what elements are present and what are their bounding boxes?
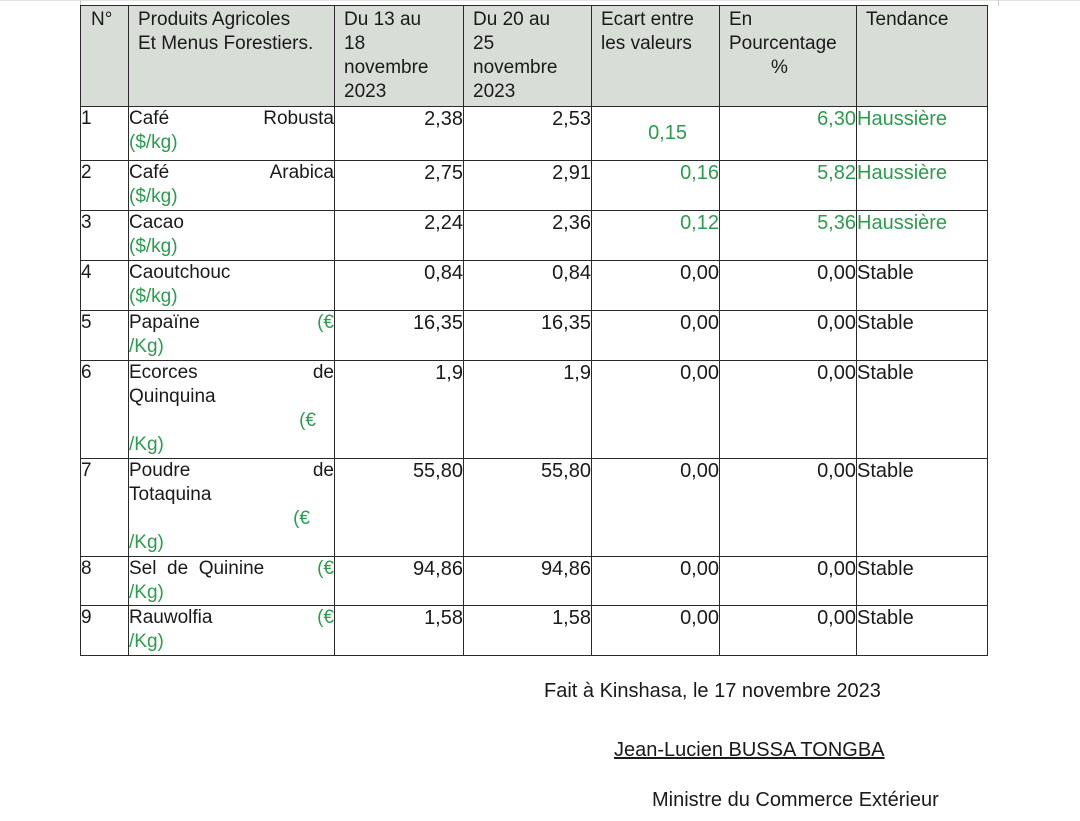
price-week-2: 16,35 xyxy=(464,311,592,361)
price-week-2: 1,58 xyxy=(464,606,592,656)
percentage-value: 6,30 xyxy=(720,107,857,161)
price-week-1: 1,9 xyxy=(335,361,464,459)
table-row xyxy=(81,211,988,261)
unit-label: /Kg) xyxy=(129,434,164,455)
crop-mark-right xyxy=(998,0,999,6)
price-week-2: 55,80 xyxy=(464,459,592,557)
table-row xyxy=(81,161,988,211)
table-row xyxy=(81,311,988,361)
row-number: 3 xyxy=(81,211,129,261)
gap-value: 0,15 xyxy=(592,107,720,161)
table-row xyxy=(81,459,988,557)
trend-value: Stable xyxy=(857,361,988,459)
percentage-value: 0,00 xyxy=(720,459,857,557)
unit-label: /Kg) xyxy=(129,336,164,357)
gap-value: 0,16 xyxy=(592,161,720,211)
percentage-value: 0,00 xyxy=(720,557,857,606)
price-week-1: 2,75 xyxy=(335,161,464,211)
unit-label: ($/kg) xyxy=(129,132,178,153)
table-row xyxy=(81,606,988,656)
row-number: 4 xyxy=(81,261,129,311)
signatory-name: Jean-Lucien BUSSA TONGBA xyxy=(614,739,885,761)
unit-label: /Kg) xyxy=(129,532,164,553)
price-week-2: 2,36 xyxy=(464,211,592,261)
product-cell: Sel de Quinine (€ /Kg) xyxy=(129,557,335,606)
price-table xyxy=(80,5,988,656)
gap-value: 0,00 xyxy=(592,311,720,361)
row-number: 8 xyxy=(81,557,129,606)
price-week-2: 1,9 xyxy=(464,361,592,459)
gap-value: 0,00 xyxy=(592,361,720,459)
product-cell: Café Robusta ($/kg) xyxy=(129,107,335,161)
trend-value: Stable xyxy=(857,606,988,656)
header-row xyxy=(81,6,988,107)
trend-value: Stable xyxy=(857,311,988,361)
header-trend: Tendance xyxy=(857,6,988,107)
header-gap: Ecart entre les valeurs xyxy=(592,6,720,107)
percentage-value: 0,00 xyxy=(720,261,857,311)
product-cell: Ecorces de Quinquina (€ /Kg) xyxy=(129,361,335,459)
product-cell: Papaïne (€ /Kg) xyxy=(129,311,335,361)
price-week-1: 2,24 xyxy=(335,211,464,261)
price-week-1: 55,80 xyxy=(335,459,464,557)
trend-value: Haussière xyxy=(857,107,988,161)
trend-value: Haussière xyxy=(857,211,988,261)
header-product-line2: Et Menus Forestiers. xyxy=(138,33,314,54)
table-row xyxy=(81,557,988,606)
percentage-value: 0,00 xyxy=(720,311,857,361)
price-week-1: 94,86 xyxy=(335,557,464,606)
table-row xyxy=(81,107,988,161)
price-week-2: 2,91 xyxy=(464,161,592,211)
header-period-1: Du 13 au 18 novembre 2023 xyxy=(335,6,464,107)
signatory-title: Ministre du Commerce Extérieur xyxy=(652,789,939,811)
product-cell: Caoutchouc ($/kg) xyxy=(129,261,335,311)
table-row xyxy=(81,361,988,459)
price-week-2: 94,86 xyxy=(464,557,592,606)
unit-label: ($/kg) xyxy=(129,286,178,307)
unit-label: /Kg) xyxy=(129,582,164,603)
header-product-line1: Produits Agricoles xyxy=(138,9,291,30)
product-cell: Rauwolfia (€ /Kg) xyxy=(129,606,335,656)
trend-value: Haussière xyxy=(857,161,988,211)
gap-value: 0,00 xyxy=(592,261,720,311)
header-product xyxy=(129,6,335,107)
price-week-1: 1,58 xyxy=(335,606,464,656)
price-week-1: 16,35 xyxy=(335,311,464,361)
trend-value: Stable xyxy=(857,261,988,311)
header-number: N° xyxy=(81,6,129,107)
price-week-1: 2,38 xyxy=(335,107,464,161)
row-number: 7 xyxy=(81,459,129,557)
percentage-value: 5,82 xyxy=(720,161,857,211)
gap-value: 0,00 xyxy=(592,606,720,656)
header-period-2: Du 20 au 25 novembre 2023 xyxy=(464,6,592,107)
unit-label: /Kg) xyxy=(129,631,164,652)
gap-value: 0,12 xyxy=(592,211,720,261)
price-week-2: 2,53 xyxy=(464,107,592,161)
trend-value: Stable xyxy=(857,557,988,606)
table-row xyxy=(81,261,988,311)
percentage-value: 0,00 xyxy=(720,606,857,656)
product-cell: Café Arabica ($/kg) xyxy=(129,161,335,211)
product-cell: Poudre de Totaquina (€ /Kg) xyxy=(129,459,335,557)
row-number: 6 xyxy=(81,361,129,459)
header-percentage: En Pourcentage % xyxy=(720,6,857,107)
row-number: 9 xyxy=(81,606,129,656)
trend-value: Stable xyxy=(857,459,988,557)
product-cell: Cacao ($/kg) xyxy=(129,211,335,261)
page-top-edge xyxy=(0,0,1080,1)
unit-label: ($/kg) xyxy=(129,236,178,257)
price-week-1: 0,84 xyxy=(335,261,464,311)
row-number: 5 xyxy=(81,311,129,361)
gap-value: 0,00 xyxy=(592,459,720,557)
unit-label: ($/kg) xyxy=(129,186,178,207)
row-number: 2 xyxy=(81,161,129,211)
percentage-value: 0,00 xyxy=(720,361,857,459)
row-number: 1 xyxy=(81,107,129,161)
price-week-2: 0,84 xyxy=(464,261,592,311)
percentage-value: 5,36 xyxy=(720,211,857,261)
place-and-date: Fait à Kinshasa, le 17 novembre 2023 xyxy=(544,680,881,702)
gap-value: 0,00 xyxy=(592,557,720,606)
